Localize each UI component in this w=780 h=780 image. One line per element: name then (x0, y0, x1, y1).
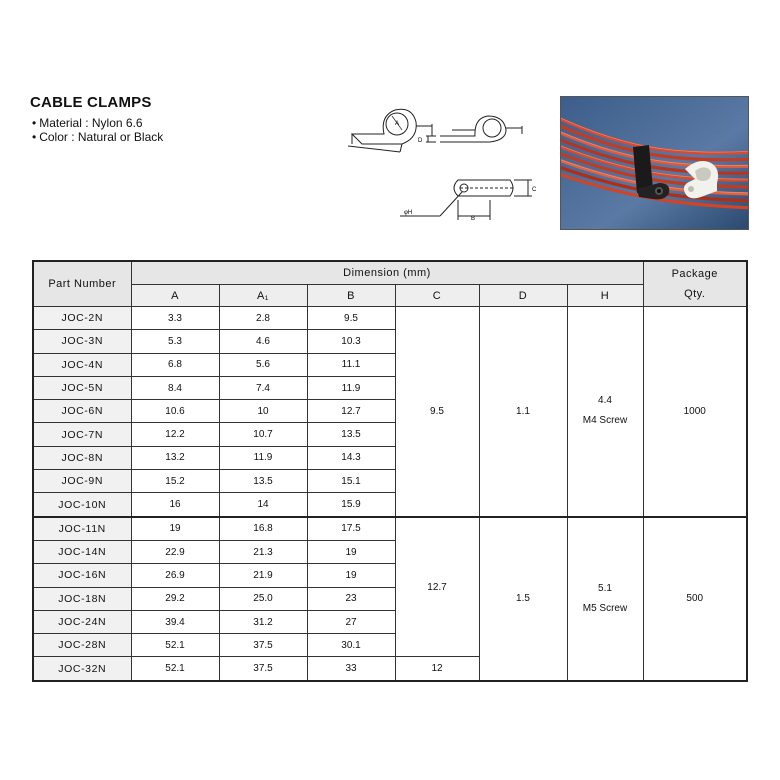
page-title: CABLE CLAMPS (30, 94, 152, 111)
part-number-cell: JOC-2N (33, 307, 131, 330)
dim-a1-cell: 37.5 (219, 657, 307, 681)
color-spec: • Color : Natural or Black (32, 130, 164, 144)
dim-a1-cell: 37.5 (219, 634, 307, 657)
dim-a-cell: 13.2 (131, 446, 219, 469)
dim-b-cell: 19 (307, 540, 395, 563)
dim-a-cell: 6.8 (131, 353, 219, 376)
dim-b-cell: 15.1 (307, 470, 395, 493)
dim-a-cell: 52.1 (131, 657, 219, 681)
header-part-number: Part Number (33, 261, 131, 307)
dim-b-cell: 33 (307, 657, 395, 681)
product-header (0, 0, 780, 250)
dim-label-phi-h: φH (404, 210, 413, 216)
dim-a-cell: 10.6 (131, 400, 219, 423)
dim-a1-cell: 7.4 (219, 376, 307, 399)
dim-b-cell: 19 (307, 564, 395, 587)
dim-a-cell: 22.9 (131, 540, 219, 563)
h-size: 5.1 (598, 582, 612, 594)
dim-a-cell: 52.1 (131, 634, 219, 657)
header-d: D (479, 285, 567, 307)
dim-label-b: B (471, 216, 476, 222)
material-spec: • Material : Nylon 6.6 (32, 116, 143, 130)
part-number-cell: JOC-18N (33, 587, 131, 610)
dim-a-cell: 5.3 (131, 330, 219, 353)
part-number-cell: JOC-9N (33, 470, 131, 493)
product-photo (560, 96, 749, 230)
dim-h-cell (567, 517, 643, 681)
part-number-cell: JOC-7N (33, 423, 131, 446)
part-number-cell: JOC-10N (33, 493, 131, 517)
part-number-cell: JOC-32N (33, 657, 131, 681)
dim-b-cell: 13.5 (307, 423, 395, 446)
dim-a-cell: 3.3 (131, 307, 219, 330)
dim-h-cell (567, 307, 643, 517)
dim-label-a: A (395, 121, 400, 127)
part-number-cell: JOC-28N (33, 634, 131, 657)
dim-b-cell: 12.7 (307, 400, 395, 423)
header-a: A (131, 285, 219, 307)
dim-a1-cell: 21.3 (219, 540, 307, 563)
dim-a-cell: 29.2 (131, 587, 219, 610)
table-row (33, 517, 747, 541)
package-qty-cell: 1000 (643, 307, 747, 517)
bullet-icon: • (32, 116, 37, 130)
dim-b-cell: 10.3 (307, 330, 395, 353)
part-number-cell: JOC-4N (33, 353, 131, 376)
specification-table (32, 260, 748, 682)
h-size: 4.4 (598, 395, 612, 407)
part-number-cell: JOC-11N (33, 517, 131, 541)
h-screw: M5 Screw (582, 602, 628, 614)
header-b: B (307, 285, 395, 307)
dim-a1-cell: 4.6 (219, 330, 307, 353)
dim-a-cell: 26.9 (131, 564, 219, 587)
header-dimension: Dimension (mm) (131, 261, 643, 285)
part-number-cell: JOC-3N (33, 330, 131, 353)
dim-c-cell: 12.7 (395, 517, 479, 657)
table-body (33, 307, 747, 681)
dim-a-cell: 39.4 (131, 610, 219, 633)
dim-a1-cell: 13.5 (219, 470, 307, 493)
part-number-cell: JOC-14N (33, 540, 131, 563)
dim-b-cell: 9.5 (307, 307, 395, 330)
dim-b-cell: 30.1 (307, 634, 395, 657)
header-h: H (567, 285, 643, 307)
part-number-cell: JOC-24N (33, 610, 131, 633)
dim-a1-cell: 2.8 (219, 307, 307, 330)
dim-a1-cell: 5.6 (219, 353, 307, 376)
dim-b-cell: 11.1 (307, 353, 395, 376)
part-number-cell: JOC-5N (33, 376, 131, 399)
dim-c-cell: 9.5 (395, 307, 479, 517)
dim-a-cell: 12.2 (131, 423, 219, 446)
dim-a1-cell: 31.2 (219, 610, 307, 633)
h-screw: M4 Screw (582, 415, 628, 427)
dim-a1-cell: 10.7 (219, 423, 307, 446)
dim-a-cell: 15.2 (131, 470, 219, 493)
dim-b-cell: 15.9 (307, 493, 395, 517)
dim-a1-cell: 10 (219, 400, 307, 423)
dim-a1-cell: 14 (219, 493, 307, 517)
dim-a1-cell: 21.9 (219, 564, 307, 587)
dim-a-cell: 19 (131, 517, 219, 541)
part-number-cell: JOC-8N (33, 446, 131, 469)
dim-c-cell: 12 (395, 657, 479, 681)
part-number-cell: JOC-6N (33, 400, 131, 423)
dim-label-d: D (418, 138, 423, 144)
header-c: C (395, 285, 479, 307)
dim-a1-cell: 16.8 (219, 517, 307, 541)
header-package-qty: Package Qty. (643, 261, 747, 307)
dim-a-cell: 16 (131, 493, 219, 517)
bullet-icon: • (32, 130, 37, 144)
dim-b-cell: 14.3 (307, 446, 395, 469)
dim-b-cell: 27 (307, 610, 395, 633)
dim-b-cell: 17.5 (307, 517, 395, 541)
dim-d-cell: 1.1 (479, 307, 567, 517)
header-a1: A₁ (219, 285, 307, 307)
dim-b-cell: 11.9 (307, 376, 395, 399)
dim-a-cell: 8.4 (131, 376, 219, 399)
dim-d-cell: 1.5 (479, 517, 567, 681)
dim-b-cell: 23 (307, 587, 395, 610)
dim-a1-cell: 11.9 (219, 446, 307, 469)
part-number-cell: JOC-16N (33, 564, 131, 587)
package-qty-cell: 500 (643, 517, 747, 681)
dim-label-c: C (532, 187, 537, 193)
clamp-dimension-diagram (340, 96, 550, 236)
dim-a1-cell: 25.0 (219, 587, 307, 610)
table-row (33, 307, 747, 330)
